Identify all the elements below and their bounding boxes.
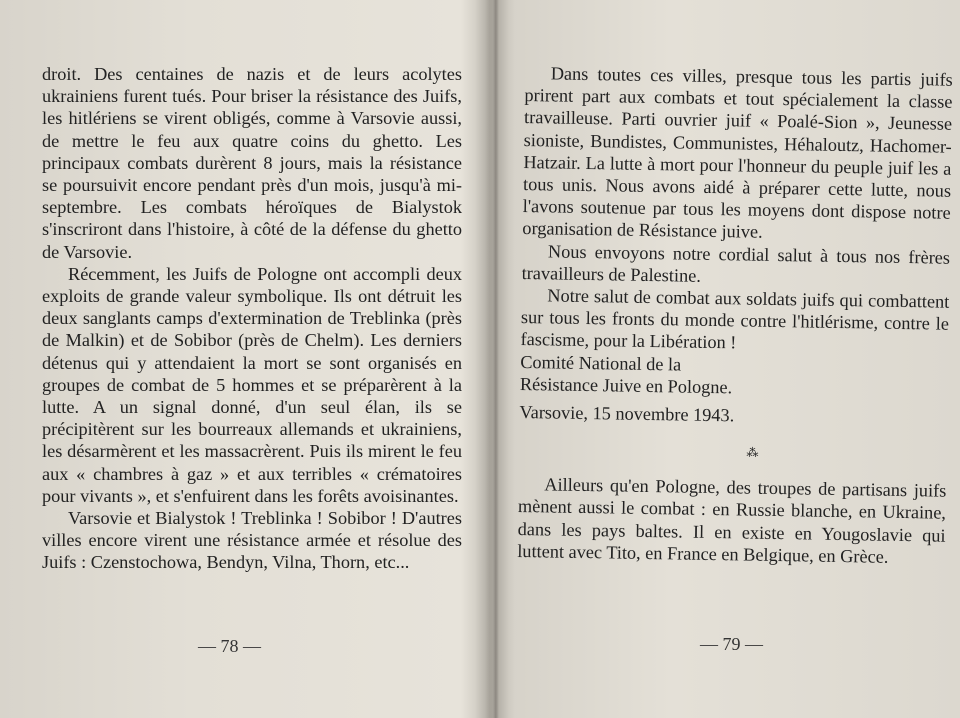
signature-line: Résistance Juive en Pologne. xyxy=(519,373,733,398)
paragraph: Dans toutes ces villes, presque tous les partis juifs prirent part aux combats et tout spécialement la classe travailleuse. Parti ouvrier juif « Poalé-Sion », Jeunesse sioniste, Bundistes, Communistes, Héhaloutz, Hachomer-Hatzair. La lutte à mort pour l'honneur du peuple juif les a tous unis. Nous avons aidé à préparer cette lutte, nous l'avons soutenue par tous les moyens dont dispose notre organisation de Résistance juive. xyxy=(522,63,953,243)
paragraph: droit. Des centaines de nazis et de leurs acolytes ukrainiens furent tués. Pour briser la résistance des Juifs, les hitlériens se virent obligés, comme à Varsovie aussi, de mettre le feu aux quatre coins du ghetto. Les principaux combats durèrent 8 jours, mais la résistance se poursuivit encore pendant près d'un mois, jusqu'à mi-septembre. Les combats héroïques de Bialystok s'inscriront dans l'histoire, à côté de la défense du ghetto de Varsovie. xyxy=(42,64,462,262)
paragraph: Varsovie et Bialystok ! Treblinka ! Sobibor ! D'autres villes encore virent une résistance armée et résolue des Juifs : Czenstochowa, Bendyn, Vilna, Thorn, etc... xyxy=(42,508,462,573)
paragraph: Nous envoyons notre cordial salut à tous nos frères travailleurs de Palestine. xyxy=(521,241,951,286)
date-line: Varsovie, 15 novembre 1943. xyxy=(519,402,735,426)
page-number-left: — 78 — xyxy=(198,636,261,656)
asterism-separator: ⁂ xyxy=(746,445,760,460)
right-page-text xyxy=(517,62,953,569)
paragraph: Ailleurs qu'en Pologne, des troupes de partisans juifs mènent aussi le combat : en Russie blanche, en Ukraine, dans les pays baltes. Il en existe en Yougoslavie qui luttent avec Tito, en France en Belgique, en Grèce. xyxy=(517,474,947,567)
paragraph: Notre salut de combat aux soldats juifs qui combattent sur tous les fronts du monde contre l'hitlérisme, contre le fascisme, pour la Libération ! xyxy=(520,285,950,353)
signature-line: Comité National de la xyxy=(520,351,682,375)
page-number-right: — 79 — xyxy=(700,634,763,654)
paragraph: Récemment, les Juifs de Pologne ont accompli deux exploits de grande valeur symbolique. Ils ont détruit les deux sanglants camps d'extermination de Treblinka (près de Malkin) et de Sobibor (près de Chelm). Les derniers détenus qui y attendaient la mort se sont organisés en groupes de combat de 5 hommes et se préparèrent à la lutte. A un signal donné, d'un seul élan, ils se précipitèrent sur les bourreaux allemands et ukrainiens, les désarmèrent et les massacrèrent. Puis ils mirent le feu aux « chambres à gaz » et aux terribles « crématoires pour vivants », et s'enfuirent dans les forêts avoisinantes. xyxy=(42,263,462,506)
right-page xyxy=(505,0,960,718)
left-page-text xyxy=(42,63,462,574)
